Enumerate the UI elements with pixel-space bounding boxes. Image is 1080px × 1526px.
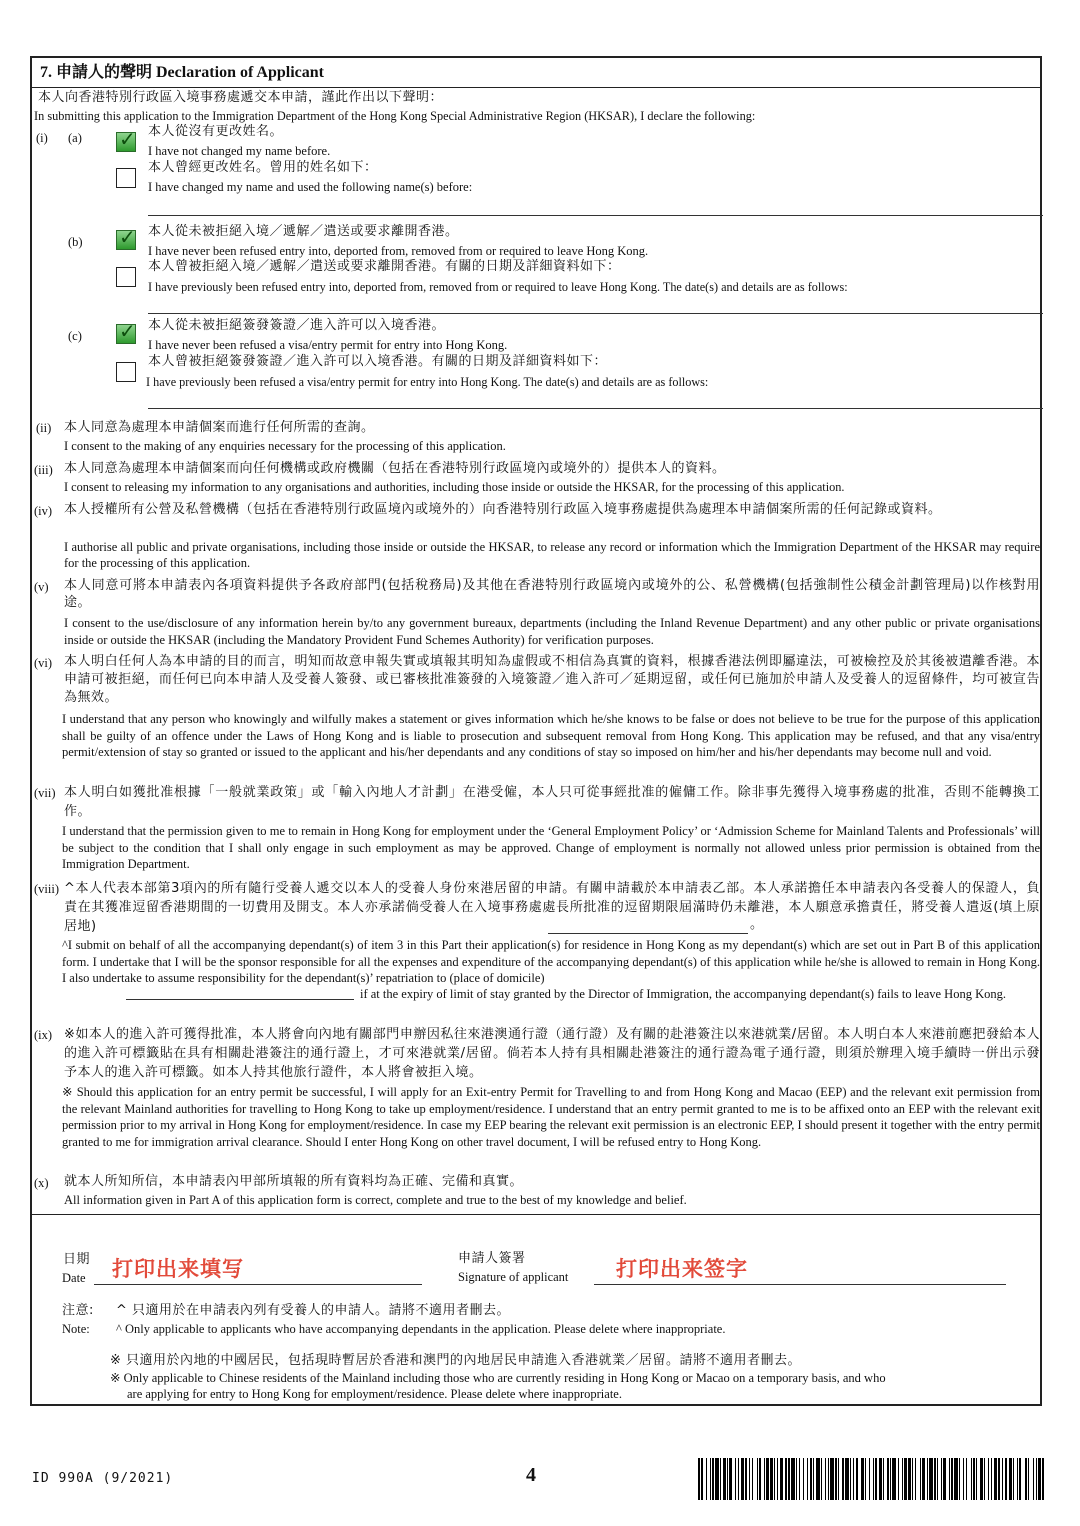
item-ii-zh: 本人同意為處理本申請個案而進行任何所需的查詢。 bbox=[64, 420, 375, 435]
barcode-bar bbox=[752, 1458, 753, 1500]
previously-refused-entry-zh: 本人曾被拒絕入境／遞解／遣送或要求離開香港。有關的日期及詳細資料如下： bbox=[148, 259, 621, 274]
barcode-bar bbox=[766, 1458, 769, 1500]
barcode-bar bbox=[976, 1458, 977, 1500]
item-i-c-label: (c) bbox=[68, 329, 82, 343]
barcode-bar bbox=[890, 1458, 891, 1500]
note-2-en-line1: ※ Only applicable to Chinese residents of the Mainland including those who are currently residing in Hong Kong or Macao on a temporary basis, and who bbox=[110, 1371, 886, 1385]
barcode-bar bbox=[1036, 1458, 1037, 1500]
barcode-bar bbox=[723, 1458, 725, 1500]
checkbox-previously-refused-visa[interactable] bbox=[116, 362, 136, 382]
item-ix-en: ※ Should this application for an entry permit be successful, I will apply for an Exit-entry Permit for Travelling to and from Hong Kong and Macao (EEP) and the relevant exit permission from the relevant Mainland authorities for travelling to Hong Kong to take up employment/residence. I understand that an entry permit granted to me is to be affixed onto an EEP with the relevant exit permission prior to my arrival in Hong Kong for employment/residence. In case my EEP bearing the relevant exit permission is an electronic EEP, I should present it together with the entry permit granted to me for immigration arrival clearance. Should I enter Hong Kong on other travel document, I will be refused entry to Hong Kong. bbox=[62, 1085, 1040, 1149]
previously-refused-entry-en: I have previously been refused entry into, deported from, removed from or required to leave Hong Kong. The date(s) and details are as follows: bbox=[148, 280, 848, 294]
barcode-bar bbox=[1005, 1458, 1007, 1500]
refused-entry-details-line[interactable] bbox=[148, 313, 1043, 314]
date-handwritten-note: 打印出来填写 bbox=[112, 1257, 244, 1281]
barcode-bar bbox=[830, 1458, 833, 1500]
barcode-bar bbox=[706, 1458, 707, 1500]
barcode-bar bbox=[902, 1458, 903, 1500]
barcode-bar bbox=[845, 1458, 848, 1500]
barcode-bar bbox=[835, 1458, 837, 1500]
barcode-bar bbox=[963, 1458, 964, 1500]
barcode-bar bbox=[912, 1458, 913, 1500]
barcode-bar bbox=[908, 1458, 910, 1500]
item-x-number: (x) bbox=[34, 1176, 49, 1190]
barcode-bar bbox=[929, 1458, 932, 1500]
note-label-zh: 注意: bbox=[62, 1303, 94, 1318]
checkbox-changed-name[interactable] bbox=[116, 168, 136, 188]
barcode-bar bbox=[770, 1458, 772, 1500]
barcode-bar bbox=[869, 1458, 870, 1500]
barcode-bar bbox=[785, 1458, 786, 1500]
checkbox-never-refused-entry[interactable] bbox=[116, 225, 136, 250]
barcode-bar bbox=[853, 1458, 854, 1500]
barcode-bar bbox=[1002, 1458, 1003, 1500]
barcode-bar bbox=[1033, 1458, 1034, 1500]
item-iv-zh: 本人授權所有公營及私營機構（包括在香港特別行政區境內或境外的）向香港特別行政區入境事務處提供為處理本申請個案所需的任何記錄或資料。 bbox=[64, 502, 942, 517]
item-x-zh: 就本人所知所信，本申請表內甲部所填報的所有資料均為正確、完備和真實。 bbox=[64, 1174, 524, 1189]
checkbox-never-refused-visa[interactable] bbox=[116, 319, 136, 344]
barcode-bar bbox=[757, 1458, 758, 1500]
barcode-bar bbox=[991, 1458, 992, 1500]
item-iii-en: I consent to releasing my information to any organisations and authorities, including those inside or outside the HKSAR, for the processing of this application. bbox=[64, 480, 845, 494]
item-vi-zh: 本人明白任何人為本申請的目的而言，明知而故意申報失實或填報其明知為虛假或不相信為真實的資料，根據香港法例即屬違法，可被檢控及於其後被遣離香港。本申請可被拒絕，而任何已向本申請人及受養人簽發、或已審核批准簽發的入境簽證／進入許可／延期逗留，或任何已施加於申請人及受養人的逗留條件，均可被宣告為無效。 bbox=[64, 654, 1040, 705]
previously-refused-visa-zh: 本人曾被拒絕簽發簽證／進入許可以入境香港。有關的日期及詳細資料如下： bbox=[148, 354, 608, 369]
item-i-number: (i) bbox=[36, 131, 48, 145]
intro-zh: 本人向香港特別行政區入境事務處遞交本申請，謹此作出以下聲明： bbox=[38, 90, 444, 105]
signature-label-en: Signature of applicant bbox=[458, 1270, 569, 1284]
item-iii-number: (iii) bbox=[34, 463, 53, 477]
checkmark-icon: ✓ bbox=[119, 319, 136, 343]
barcode-bar bbox=[759, 1458, 761, 1500]
barcode-bar bbox=[799, 1458, 800, 1500]
barcode-bar bbox=[764, 1458, 765, 1500]
item-vii-number: (vii) bbox=[34, 786, 56, 800]
barcode-bar bbox=[816, 1458, 819, 1500]
item-i-a-label: (a) bbox=[68, 131, 82, 145]
barcode-bar bbox=[943, 1458, 946, 1500]
item-iv-en: I authorise all public and private organisations, including those inside or outside the HKSAR, to release any record or information which the Immigration Department of the HKSAR may require for the processing of this application. bbox=[64, 540, 1040, 570]
checkbox-not-changed-name[interactable] bbox=[116, 127, 136, 152]
barcode-bar bbox=[850, 1458, 851, 1500]
changed-name-zh: 本人曾經更改姓名。曾用的姓名如下： bbox=[148, 160, 378, 175]
item-vi-number: (vi) bbox=[34, 656, 53, 670]
barcode-bar bbox=[710, 1458, 711, 1500]
barcode-bar bbox=[807, 1458, 808, 1500]
item-i-b-label: (b) bbox=[68, 235, 83, 249]
barcode bbox=[698, 1458, 1044, 1500]
barcode-bar bbox=[788, 1458, 790, 1500]
barcode-bar bbox=[715, 1458, 718, 1500]
place-of-domicile-line-en[interactable] bbox=[126, 999, 354, 1000]
barcode-bar bbox=[949, 1458, 950, 1500]
item-v-number: (v) bbox=[34, 580, 49, 594]
barcode-bar bbox=[825, 1458, 826, 1500]
form-id: ID 990A (9/2021) bbox=[32, 1471, 174, 1486]
not-changed-name-zh: 本人從沒有更改姓名。 bbox=[148, 124, 284, 139]
barcode-bar bbox=[920, 1458, 921, 1500]
barcode-bar bbox=[971, 1458, 972, 1500]
barcode-bar bbox=[861, 1458, 863, 1500]
barcode-bar bbox=[1028, 1458, 1029, 1500]
barcode-bar bbox=[898, 1458, 899, 1500]
item-viii-en: ^I submit on behalf of all the accompanying dependant(s) of item 3 in this Part their application(s) for residence in Hong Kong as my dependant(s) which are set out in Part B of this application form. I undertake that I will be the sponsor responsible for all the expenses and expenditure of the accompanying dependant(s) of this application while he/she is allowed to remain in Hong Kong. I also undertake to assume responsibility for the dependant(s)’ repatriation to (place of domicile) bbox=[62, 938, 1040, 985]
declaration-frame bbox=[30, 56, 1042, 1406]
barcode-bar bbox=[791, 1458, 794, 1500]
barcode-bar bbox=[941, 1458, 942, 1500]
barcode-bar bbox=[865, 1458, 866, 1500]
date-label-en: Date bbox=[62, 1271, 86, 1285]
barcode-bar bbox=[875, 1458, 877, 1500]
barcode-bar bbox=[856, 1458, 858, 1500]
checkmark-icon: ✓ bbox=[119, 225, 136, 249]
barcode-bar bbox=[749, 1458, 750, 1500]
barcode-bar bbox=[927, 1458, 928, 1500]
previously-refused-visa-en: I have previously been refused a visa/entry permit for entry into Hong Kong. The date(s) and details are as follows: bbox=[146, 375, 709, 389]
barcode-bar bbox=[813, 1458, 814, 1500]
barcode-bar bbox=[922, 1458, 924, 1500]
barcode-bar bbox=[735, 1458, 736, 1500]
item-vii-zh: 本人明白如獲批准根據「一般就業政策」或「輸入內地人才計劃」在港受僱，本人只可從事經批准的僱傭工作。除非事先獲得入境事務處的批准，否則不能轉換工作。 bbox=[64, 785, 1040, 819]
barcode-bar bbox=[838, 1458, 839, 1500]
item-ii-number: (ii) bbox=[36, 421, 52, 435]
barcode-bar bbox=[810, 1458, 812, 1500]
item-iii-zh: 本人同意為處理本申請個案而向任何機構或政府機關（包括在香港特別行政區境內或境外的）提供本人的資料。 bbox=[64, 461, 726, 476]
signature-label-zh: 申請人簽署 bbox=[458, 1251, 526, 1266]
barcode-bar bbox=[959, 1458, 960, 1500]
changed-name-en: I have changed my name and used the following name(s) before: bbox=[148, 180, 473, 194]
note-2-en-line2: are applying for entry to Hong Kong for employment/residence. Please delete where inappropriate. bbox=[127, 1387, 622, 1401]
section-title: 7. 申請人的聲明 Declaration of Applicant bbox=[32, 58, 1040, 88]
barcode-bar bbox=[879, 1458, 882, 1500]
barcode-bar bbox=[698, 1458, 700, 1500]
note-label-en: Note: bbox=[62, 1322, 90, 1336]
barcode-bar bbox=[1019, 1458, 1021, 1500]
barcode-bar bbox=[954, 1458, 957, 1500]
barcode-bar bbox=[701, 1458, 702, 1500]
not-changed-name-en: I have not changed my name before. bbox=[148, 144, 331, 158]
page-number: 4 bbox=[526, 1464, 536, 1486]
barcode-bar bbox=[887, 1458, 889, 1500]
barcode-bar bbox=[883, 1458, 884, 1500]
never-refused-visa-en: I have never been refused a visa/entry permit for entry into Hong Kong. bbox=[148, 338, 508, 352]
barcode-bar bbox=[727, 1458, 728, 1500]
checkmark-icon: ✓ bbox=[119, 127, 136, 151]
item-viii-number: (viii) bbox=[34, 882, 59, 896]
never-refused-entry-zh: 本人從未被拒絕入境／遞解／遣送或要求離開香港。 bbox=[148, 224, 459, 239]
barcode-bar bbox=[1013, 1458, 1014, 1500]
refused-visa-details-line[interactable] bbox=[148, 408, 1043, 409]
barcode-bar bbox=[994, 1458, 997, 1500]
barcode-bar bbox=[904, 1458, 907, 1500]
place-of-domicile-line-zh[interactable] bbox=[548, 933, 748, 934]
note-2-zh: ※ 只適用於內地的中國居民，包括現時暫居於香港和澳門的內地居民申請進入香港就業／居留。請將不適用者刪去。 bbox=[110, 1353, 802, 1368]
barcode-bar bbox=[1038, 1458, 1040, 1500]
item-ii-en: I consent to the making of any enquiries necessary for the processing of this application. bbox=[64, 439, 506, 453]
barcode-bar bbox=[828, 1458, 829, 1500]
barcode-bar bbox=[796, 1458, 797, 1500]
item-ix-number: (ix) bbox=[34, 1028, 53, 1042]
barcode-bar bbox=[738, 1458, 739, 1500]
barcode-bar bbox=[1009, 1458, 1012, 1500]
item-v-en: I consent to the use/disclosure of any information herein by/to any government bureaux, departments (including the Inland Revenue Department) and any other public or private organisations inside or outside the HKSAR (including the Mandatory Provident Fund Schemes Authority) for verification purposes. bbox=[64, 616, 1040, 647]
item-v-zh: 本人同意可將本申請表內各項資料提供予各政府部門(包括稅務局)及其他在香港特別行政區境內或境外的公、私營機構(包括強制性公積金計劃管理局)以作核對用途。 bbox=[64, 578, 1040, 610]
barcode-bar bbox=[998, 1458, 1000, 1500]
barcode-bar bbox=[1017, 1458, 1018, 1500]
changed-name-details-line[interactable] bbox=[148, 215, 1043, 216]
barcode-bar bbox=[966, 1458, 967, 1500]
barcode-bar bbox=[934, 1458, 936, 1500]
barcode-bar bbox=[777, 1458, 778, 1500]
barcode-bar bbox=[780, 1458, 783, 1500]
checkbox-previously-refused-entry[interactable] bbox=[116, 267, 136, 287]
barcode-bar bbox=[745, 1458, 747, 1500]
barcode-bar bbox=[1042, 1458, 1044, 1500]
date-field-line[interactable] bbox=[94, 1284, 422, 1285]
signature-field-line[interactable] bbox=[594, 1284, 1006, 1285]
item-x-en: All information given in Part A of this application form is correct, complete and true to the best of my knowledge and belief. bbox=[64, 1193, 687, 1207]
barcode-bar bbox=[729, 1458, 732, 1500]
item-vi-en: I understand that any person who knowingly and wilfully makes a statement or gives information which he/she knows to be false or does not believe to be true for the purpose of this application shall be guilty of an offence under the Laws of Hong Kong and is liable to prosecution and subsequent removal from Hong Kong. This application may be refused, and that any visa/entry permit/extension of stay so granted or issued to the applicant and his/her dependants and any conditions of stay so imposed on him/her and his/her dependants may become null and void. bbox=[62, 712, 1040, 759]
barcode-bar bbox=[984, 1458, 985, 1500]
date-label-zh: 日期 bbox=[63, 1252, 91, 1267]
barcode-bar bbox=[842, 1458, 844, 1500]
never-refused-entry-en: I have never been refused entry into, deported from, removed from or required to leave Hong Kong. bbox=[148, 244, 649, 258]
barcode-bar bbox=[892, 1458, 895, 1500]
barcode-bar bbox=[873, 1458, 874, 1500]
signature-handwritten-note: 打印出来签字 bbox=[616, 1257, 748, 1281]
barcode-bar bbox=[980, 1458, 983, 1500]
barcode-bar bbox=[973, 1458, 975, 1500]
barcode-bar bbox=[951, 1458, 953, 1500]
barcode-bar bbox=[712, 1458, 714, 1500]
note-1-zh: ^ 只適用於在申請表內列有受養人的申請人。請將不適用者刪去。 bbox=[116, 1303, 511, 1318]
note-1-en: ^ Only applicable to applicants who have accompanying dependants in the application. Please delete where inappropriate. bbox=[116, 1322, 726, 1336]
item-ix-zh: ※如本人的進入許可獲得批准，本人將會向內地有關部門申辦因私往來港澳通行證（通行證）及有關的赴港簽注以來港就業/居留。本人明白本人來港前應把發給本人的進入許可標籤貼在具有相關赴港簽注的通行證上，才可來港就業/居留。倘若本人持有具相關赴港簽注的通行證為電子通行證，則須於辦理入境手續時一併出示發予本人的進入許可標籤。如本人持其他旅行證件，本人將會被拒入境。 bbox=[64, 1027, 1040, 1080]
barcode-bar bbox=[803, 1458, 804, 1500]
barcode-bar bbox=[774, 1458, 775, 1500]
barcode-bar bbox=[988, 1458, 989, 1500]
item-viii-zh: ^本人代表本部第3項內的所有隨行受養人遞交以本人的受養人身份來港居留的申請。有關申請載於本申請表乙部。本人承諾擔任本申請表內各受養人的保證人，負責在其獲准逗留香港期間的一切費用及開支。本人亦承諾倘受養人在入境事務處處長所批准的逗留期限屆滿時仍未離港，本人願意承擔責任，將受養人遣返(填上原居地) bbox=[64, 881, 1040, 934]
signature-divider bbox=[32, 1214, 1040, 1215]
barcode-bar bbox=[821, 1458, 822, 1500]
item-viii-zh-end: 。 bbox=[750, 917, 764, 932]
item-iv-number: (iv) bbox=[34, 504, 53, 518]
barcode-bar bbox=[720, 1458, 721, 1500]
item-viii-en-cont: if at the expiry of limit of stay granted by the Director of Immigration, the accompanying dependant(s) fails to leave Hong Kong. bbox=[360, 987, 1006, 1001]
never-refused-visa-zh: 本人從未被拒絕簽發簽證／進入許可以入境香港。 bbox=[148, 318, 446, 333]
barcode-bar bbox=[1025, 1458, 1027, 1500]
item-vii-en: I understand that the permission given to me to remain in Hong Kong for employment under the ‘General Employment Policy’ or ‘Admission Scheme for Mainland Talents and Professionals’ will be subject to the condition that I shall only engage in such employment as may be approved. Change of employment is normally not allowed unless prior permission is obtained from the Immigration Department. bbox=[62, 824, 1040, 871]
intro-en: In submitting this application to the Immigration Department of the Hong Kong Special Administrative Region (HKSAR), I declare the following: bbox=[34, 109, 756, 123]
barcode-bar bbox=[915, 1458, 916, 1500]
barcode-bar bbox=[741, 1458, 744, 1500]
barcode-bar bbox=[937, 1458, 938, 1500]
